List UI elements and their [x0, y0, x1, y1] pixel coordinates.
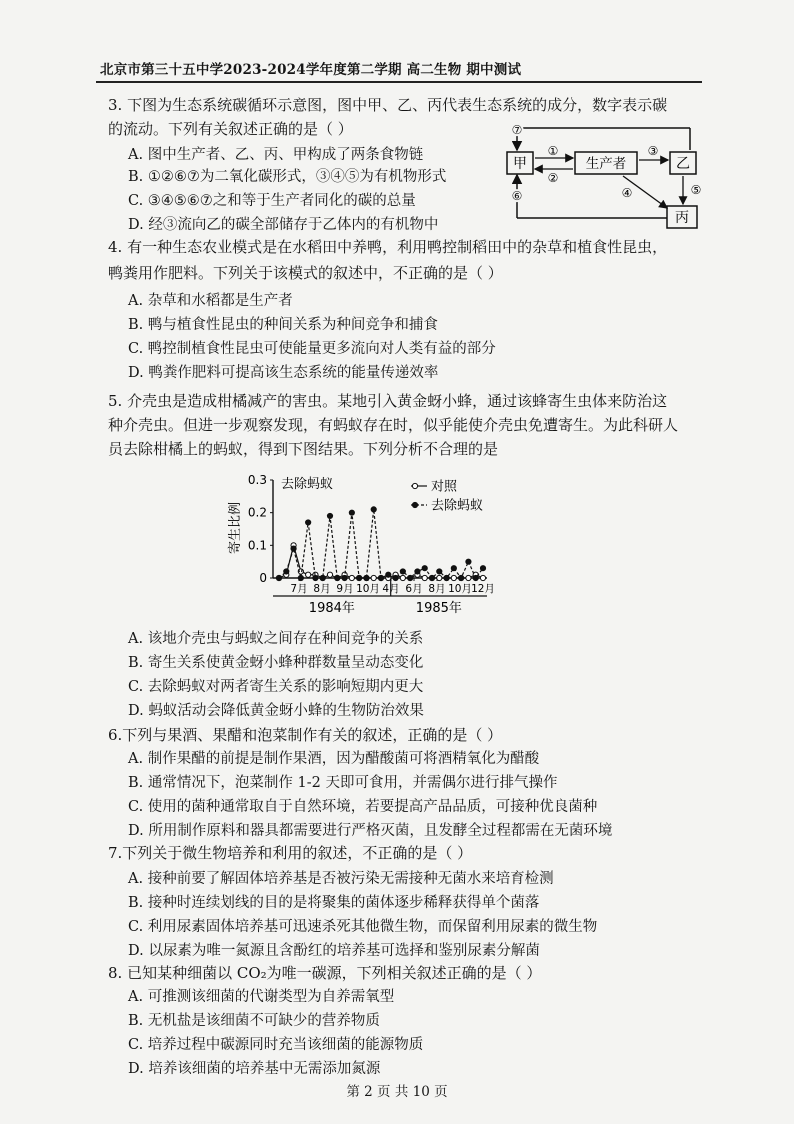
q7-option-d: D. 以尿素为唯一氮源且含酚红的培养基可选择和鉴别尿素分解菌 [128, 943, 540, 959]
chart-point-1 [400, 569, 405, 574]
label-1: ① [547, 144, 559, 158]
chart-point-1 [342, 575, 347, 580]
q5-stem-line2: 种介壳虫。但进一步观察发现，有蚂蚁存在时，似乎能使介壳虫免遭寄生。为此科研人 [108, 416, 679, 434]
chart-point-1 [466, 559, 471, 564]
node-jia: 甲 [513, 156, 527, 172]
chart-legend-marker [412, 483, 417, 488]
q4-option-b: B. 鸭与植食性昆虫的种间关系为种间竞争和捕食 [128, 317, 438, 333]
chart-xtick-label: 9月 [336, 583, 354, 595]
chart-xtick-label: 6月 [405, 583, 423, 595]
chart-point-1 [386, 572, 391, 577]
page-header: 北京市第三十五中学2023-2024学年度第二学期 高二生物 期中测试 [100, 62, 522, 78]
q7-option-c: C. 利用尿素固体培养基可迅速杀死其他微生物，而保留利用尿素的微生物 [128, 919, 598, 935]
q8-option-b: B. 无机盐是该细菌不可缺少的营养物质 [128, 1013, 380, 1029]
q6-option-d: D. 所用制作原料和器具都需要进行严格灭菌，且发酵全过程都需在无菌环境 [128, 823, 613, 839]
chart-point-1 [335, 575, 340, 580]
chart-ylabel: 寄生比例 [228, 501, 243, 555]
q8-option-c: C. 培养过程中碳源同时充当该细菌的能源物质 [128, 1037, 424, 1053]
chart-ytick-label: 0.3 [247, 473, 267, 487]
q5-stem-line1: 5. 介壳虫是造成柑橘减产的害虫。某地引入黄金蚜小蜂，通过该蜂寄生虫体来防治这 [108, 392, 668, 410]
q8-option-d: D. 培养该细菌的培养基中无需添加氮源 [128, 1061, 381, 1077]
chart-ytick-label: 0 [259, 571, 267, 585]
chart-point-0 [306, 572, 311, 577]
q6-option-c: C. 使用的菌种通常取自于自然环境，若要提高产品品质，可接种优良菌种 [128, 799, 598, 815]
chart-point-1 [415, 569, 420, 574]
chart-point-1 [429, 575, 434, 580]
chart-point-1 [276, 575, 281, 580]
chart-point-0 [400, 575, 405, 580]
chart-point-1 [357, 575, 362, 580]
chart-point-0 [327, 572, 332, 577]
label-5: ⑤ [690, 183, 702, 197]
header-rule [96, 81, 702, 83]
q5-option-a: A. 该地介壳虫与蚂蚁之间存在种间竞争的关系 [128, 631, 424, 647]
chart-legend-label: 去除蚂蚁 [431, 498, 484, 514]
q7-option-a: A. 接种前要了解固体培养基是否被污染无需接种无菌水来培育检测 [128, 871, 554, 887]
chart-point-1 [371, 507, 376, 512]
chart-year-label: 1984年 [308, 601, 355, 616]
q3-option-a: A. 图中生产者、乙、丙、甲构成了两条食物链 [128, 147, 424, 163]
label-4: ④ [621, 186, 633, 200]
chart-point-1 [291, 546, 296, 551]
chart-point-1 [437, 569, 442, 574]
chart-point-1 [284, 569, 289, 574]
chart-point-1 [298, 575, 303, 580]
chart-point-1 [349, 510, 354, 515]
q7-option-b: B. 接种时连续划线的目的是将聚集的菌体逐步稀释获得单个菌落 [128, 895, 540, 911]
q3-stem-line2: 的流动。下列有关叙述正确的是（ ） [108, 120, 353, 138]
q5-option-d: D. 蚂蚁活动会降低黄金蚜小蜂的生物防治效果 [128, 703, 424, 719]
q6-option-a: A. 制作果醋的前提是制作果酒，因为醋酸菌可将酒精氧化为醋酸 [128, 751, 540, 767]
q4-stem-line1: 4. 有一种生态农业模式是在水稻田中养鸭，利用鸭控制稻田中的杂草和植食性昆虫， [108, 238, 668, 256]
node-yi: 乙 [676, 156, 690, 172]
chart-point-1 [459, 575, 464, 580]
chart-xtick-label: 8月 [313, 583, 331, 595]
parasitism-chart [225, 468, 525, 628]
node-bing: 丙 [675, 210, 689, 226]
chart-annotation: 去除蚂蚁 [280, 477, 334, 492]
label-3: ③ [647, 144, 659, 158]
q3-option-b: B. ①②⑥⑦为二氧化碳形式，③④⑤为有机物形式 [128, 169, 447, 185]
chart-xtick-label: 10月 [356, 583, 380, 595]
chart-point-1 [408, 575, 413, 580]
carbon-cycle-diagram [505, 120, 710, 230]
q8-stem: 8. 已知某种细菌以 CO₂为唯一碳源，下列相关叙述正确的是（ ） [108, 964, 542, 982]
chart-point-1 [393, 575, 398, 580]
q6-stem: 6.下列与果酒、果醋和泡菜制作有关的叙述，正确的是（ ） [108, 726, 503, 744]
chart-point-1 [480, 566, 485, 571]
q3-stem-line1: 3. 下图为生态系统碳循环示意图，图中甲、乙、丙代表生态系统的成分，数字表示碳 [108, 96, 668, 114]
q3-option-d: D. 经③流向乙的碳全部储存于乙体内的有机物中 [128, 217, 439, 233]
chart-point-0 [349, 575, 354, 580]
q8-option-a: A. 可推测该细菌的代谢类型为自养需氧型 [128, 989, 395, 1005]
chart-point-0 [480, 575, 485, 580]
q4-option-c: C. 鸭控制植食性昆虫可使能量更多流向对人类有益的部分 [128, 341, 496, 357]
chart-xtick-label: 8月 [428, 583, 446, 595]
q5-option-c: C. 去除蚂蚁对两者寄生关系的影响短期内更大 [128, 679, 424, 695]
q5-stem-line3: 员去除柑橘上的蚂蚁，得到下图结果。下列分析不合理的是 [108, 440, 499, 458]
page-footer: 第 2 页 共 10 页 [346, 1084, 448, 1100]
chart-xtick-label: 10月 [448, 583, 472, 595]
q4-stem-line2: 鸭粪用作肥料。下列关于该模式的叙述中，不正确的是（ ） [108, 264, 503, 282]
chart-point-0 [451, 575, 456, 580]
label-2: ② [547, 171, 559, 185]
chart-xtick-label: 12月 [471, 583, 495, 595]
chart-point-1 [306, 520, 311, 525]
chart-point-1 [422, 566, 427, 571]
q4-option-d: D. 鸭粪作肥料可提高该生态系统的能量传递效率 [128, 365, 439, 381]
chart-year-label: 1985年 [415, 601, 462, 616]
chart-point-1 [320, 575, 325, 580]
chart-point-1 [444, 575, 449, 580]
label-6: ⑥ [511, 189, 523, 203]
chart-point-0 [422, 575, 427, 580]
chart-xtick-label: 7月 [290, 583, 308, 595]
chart-ytick-label: 0.1 [247, 538, 267, 553]
chart-point-1 [313, 575, 318, 580]
q5-option-b: B. 寄生关系使黄金蚜小蜂种群数量呈动态变化 [128, 655, 424, 671]
chart-point-1 [451, 566, 456, 571]
chart-point-0 [437, 575, 442, 580]
q4-option-a: A. 杂草和水稻都是生产者 [128, 293, 293, 309]
q3-option-c: C. ③④⑤⑥⑦之和等于生产者同化的碳的总量 [128, 193, 416, 209]
q7-stem: 7.下列关于微生物培养和利用的叙述，不正确的是（ ） [108, 844, 473, 862]
chart-legend-marker [412, 502, 417, 507]
chart-point-1 [364, 575, 369, 580]
node-producer: 生产者 [585, 156, 627, 172]
chart-xtick-label: 4月 [382, 583, 400, 595]
q6-option-b: B. 通常情况下，泡菜制作 1-2 天即可食用，并需偶尔进行排气操作 [128, 775, 558, 791]
label-7: ⑦ [511, 123, 523, 137]
chart-point-1 [378, 575, 383, 580]
chart-point-0 [466, 575, 471, 580]
chart-point-1 [473, 575, 478, 580]
chart-ytick-label: 0.2 [247, 505, 267, 520]
chart-legend-label: 对照 [431, 479, 458, 495]
chart-point-1 [327, 513, 332, 518]
chart-point-0 [371, 575, 376, 580]
